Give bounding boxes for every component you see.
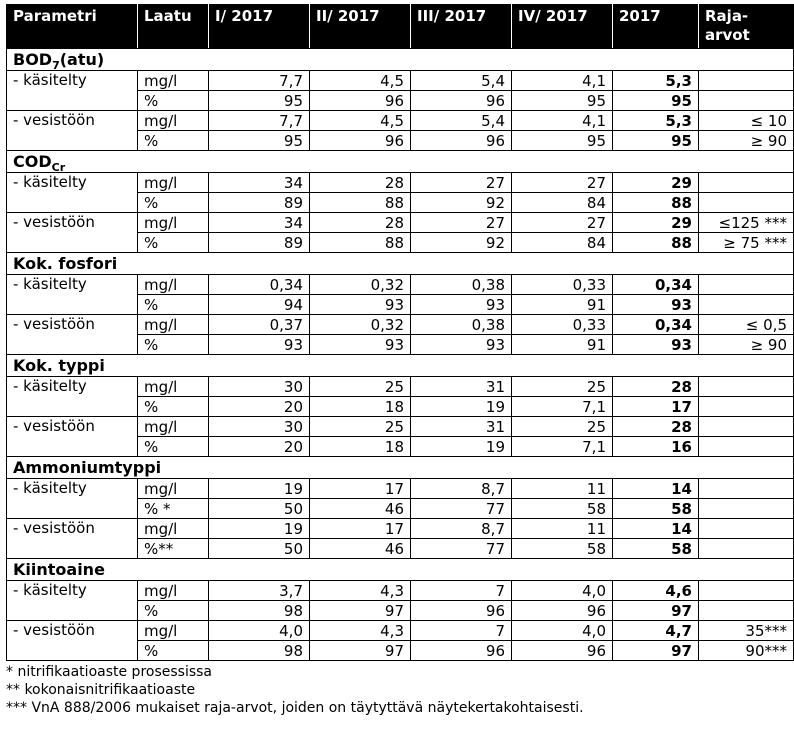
limit-value — [699, 193, 794, 213]
section-row — [7, 151, 794, 173]
q1-value: 50 — [209, 539, 310, 559]
q2-value: 96 — [310, 91, 411, 111]
row-group-label: - vesistöön — [7, 111, 138, 151]
q1-value: 19 — [209, 519, 310, 539]
q1-value: 0,37 — [209, 315, 310, 335]
section-title-subscript: Cr — [51, 160, 66, 174]
q4-value: 58 — [512, 539, 613, 559]
year-value: 29 — [613, 213, 699, 233]
table-row — [7, 71, 794, 91]
limit-value — [699, 275, 794, 295]
q2-value: 18 — [310, 397, 411, 417]
limit-value: ≤ 0,5 — [699, 315, 794, 335]
table-row — [7, 519, 794, 539]
unit-cell: mg/l — [138, 479, 209, 499]
limit-value — [699, 519, 794, 539]
year-value: 0,34 — [613, 315, 699, 335]
header-q1-label: I/ 2017 — [215, 7, 274, 25]
unit-cell: mg/l — [138, 111, 209, 131]
limit-value — [699, 581, 794, 601]
unit-cell: % — [138, 601, 209, 621]
footnote: ** kokonaisnitrifikaatioaste — [6, 682, 196, 698]
limit-value — [699, 499, 794, 519]
header-q1 — [209, 5, 310, 49]
q3-value: 92 — [411, 193, 512, 213]
q4-value: 11 — [512, 519, 613, 539]
unit-cell: mg/l — [138, 275, 209, 295]
section-title-text: BOD — [13, 49, 53, 69]
q1-value: 30 — [209, 377, 310, 397]
header-raja-label: Raja- arvot — [705, 7, 750, 44]
year-value: 0,34 — [613, 275, 699, 295]
q2-value: 17 — [310, 479, 411, 499]
row-group-label: - käsitelty — [7, 173, 138, 213]
header-row — [7, 5, 794, 49]
unit-cell: mg/l — [138, 581, 209, 601]
table-row — [7, 173, 794, 193]
section-title-text: Kok. typpi — [13, 355, 105, 375]
q4-value: 4,0 — [512, 581, 613, 601]
q1-value: 89 — [209, 233, 310, 253]
q4-value: 96 — [512, 601, 613, 621]
q3-value: 31 — [411, 377, 512, 397]
table-row — [7, 417, 794, 437]
q2-value: 4,5 — [310, 71, 411, 91]
q2-value: 88 — [310, 233, 411, 253]
limit-value: ≥ 90 — [699, 335, 794, 355]
q2-value: 4,5 — [310, 111, 411, 131]
section-title — [7, 151, 794, 173]
limit-value: ≥ 75 *** — [699, 233, 794, 253]
unit-cell: % — [138, 295, 209, 315]
year-value: 29 — [613, 173, 699, 193]
q4-value: 4,1 — [512, 111, 613, 131]
row-group-label: - käsitelty — [7, 71, 138, 111]
section-title-text: Kiintoaine — [13, 559, 105, 579]
row-group-label: - käsitelty — [7, 479, 138, 519]
q4-value: 91 — [512, 335, 613, 355]
limit-value: ≤125 *** — [699, 213, 794, 233]
section-title — [7, 457, 794, 479]
year-value: 97 — [613, 601, 699, 621]
limit-value — [699, 417, 794, 437]
header-q2-label: II/ 2017 — [316, 7, 380, 25]
unit-cell: mg/l — [138, 315, 209, 335]
q4-value: 84 — [512, 233, 613, 253]
table-row — [7, 479, 794, 499]
year-value: 4,7 — [613, 621, 699, 641]
year-value: 88 — [613, 233, 699, 253]
year-value: 28 — [613, 377, 699, 397]
unit-cell: % — [138, 131, 209, 151]
q3-value: 7 — [411, 581, 512, 601]
year-value: 17 — [613, 397, 699, 417]
section-row — [7, 355, 794, 377]
limit-value — [699, 397, 794, 417]
q1-value: 19 — [209, 479, 310, 499]
section-title — [7, 559, 794, 581]
row-group-label: - käsitelty — [7, 581, 138, 621]
q4-value: 0,33 — [512, 315, 613, 335]
q1-value: 3,7 — [209, 581, 310, 601]
limit-value — [699, 437, 794, 457]
year-value: 28 — [613, 417, 699, 437]
q2-value: 0,32 — [310, 275, 411, 295]
q2-value: 28 — [310, 213, 411, 233]
header-year: 2017 — [613, 5, 699, 49]
limit-value: 90*** — [699, 641, 794, 661]
q3-value: 8,7 — [411, 479, 512, 499]
q3-value: 5,4 — [411, 111, 512, 131]
section-title — [7, 253, 794, 275]
q3-value: 92 — [411, 233, 512, 253]
q2-value: 28 — [310, 173, 411, 193]
row-group-label: - vesistöön — [7, 417, 138, 457]
q4-value: 95 — [512, 91, 613, 111]
q1-value: 95 — [209, 91, 310, 111]
year-value: 5,3 — [613, 71, 699, 91]
year-value: 95 — [613, 91, 699, 111]
q4-value: 95 — [512, 131, 613, 151]
q1-value: 30 — [209, 417, 310, 437]
header-q2 — [310, 5, 411, 49]
q1-value: 95 — [209, 131, 310, 151]
q4-value: 27 — [512, 213, 613, 233]
section-row — [7, 49, 794, 71]
unit-cell: % — [138, 641, 209, 661]
unit-cell: % — [138, 335, 209, 355]
q1-value: 98 — [209, 641, 310, 661]
q3-value: 77 — [411, 499, 512, 519]
limit-value: ≤ 10 — [699, 111, 794, 131]
limit-value — [699, 71, 794, 91]
unit-cell: mg/l — [138, 519, 209, 539]
limit-value — [699, 91, 794, 111]
q3-value: 0,38 — [411, 275, 512, 295]
q1-value: 89 — [209, 193, 310, 213]
q2-value: 18 — [310, 437, 411, 457]
year-value: 58 — [613, 499, 699, 519]
q4-value: 4,0 — [512, 621, 613, 641]
row-group-label: - vesistöön — [7, 315, 138, 355]
q4-value: 7,1 — [512, 437, 613, 457]
header-q4-label: IV/ 2017 — [518, 7, 588, 25]
section-title — [7, 49, 794, 71]
q4-value: 91 — [512, 295, 613, 315]
year-value: 97 — [613, 641, 699, 661]
year-value: 5,3 — [613, 111, 699, 131]
q1-value: 20 — [209, 437, 310, 457]
header-q4 — [512, 5, 613, 49]
unit-cell: % — [138, 91, 209, 111]
table-row — [7, 621, 794, 641]
unit-cell: % — [138, 233, 209, 253]
results-table — [6, 4, 794, 661]
unit-cell: %** — [138, 539, 209, 559]
table-row — [7, 213, 794, 233]
q4-value: 25 — [512, 417, 613, 437]
year-value: 93 — [613, 335, 699, 355]
unit-cell: mg/l — [138, 213, 209, 233]
row-group-label: - käsitelty — [7, 275, 138, 315]
footnote: * nitrifikaatioaste prosessissa — [6, 664, 213, 680]
q2-value: 46 — [310, 539, 411, 559]
header-q3 — [411, 5, 512, 49]
header-laatu: Laatu — [138, 5, 209, 49]
q1-value: 20 — [209, 397, 310, 417]
limit-value — [699, 295, 794, 315]
q2-value: 17 — [310, 519, 411, 539]
q4-value: 25 — [512, 377, 613, 397]
q2-value: 46 — [310, 499, 411, 519]
unit-cell: % — [138, 437, 209, 457]
section-title-suffix: (atu) — [59, 49, 105, 69]
header-q3-label: III/ 2017 — [417, 7, 487, 25]
q1-value: 34 — [209, 173, 310, 193]
table-row — [7, 111, 794, 131]
unit-cell: % * — [138, 499, 209, 519]
limit-value — [699, 539, 794, 559]
q2-value: 88 — [310, 193, 411, 213]
q4-value: 96 — [512, 641, 613, 661]
q3-value: 27 — [411, 173, 512, 193]
section-row — [7, 559, 794, 581]
unit-cell: mg/l — [138, 173, 209, 193]
q1-value: 94 — [209, 295, 310, 315]
unit-cell: mg/l — [138, 417, 209, 437]
q4-value: 0,33 — [512, 275, 613, 295]
q1-value: 93 — [209, 335, 310, 355]
year-value: 93 — [613, 295, 699, 315]
q3-value: 96 — [411, 641, 512, 661]
unit-cell: mg/l — [138, 621, 209, 641]
q1-value: 0,34 — [209, 275, 310, 295]
header-raja — [699, 5, 794, 49]
q4-value: 4,1 — [512, 71, 613, 91]
q1-value: 4,0 — [209, 621, 310, 641]
results-document — [6, 4, 787, 717]
section-row — [7, 457, 794, 479]
q2-value: 25 — [310, 417, 411, 437]
table-row — [7, 275, 794, 295]
footnote: *** VnA 888/2006 mukaiset raja-arvot, joiden on täytyttävä näytekertakohtaisesti. — [6, 700, 584, 716]
row-group-label: - vesistöön — [7, 519, 138, 559]
unit-cell: mg/l — [138, 71, 209, 91]
table-row — [7, 581, 794, 601]
limit-value — [699, 479, 794, 499]
q4-value: 84 — [512, 193, 613, 213]
q3-value: 77 — [411, 539, 512, 559]
section-title-text: COD — [13, 151, 52, 171]
q2-value: 4,3 — [310, 581, 411, 601]
q4-value: 27 — [512, 173, 613, 193]
q1-value: 7,7 — [209, 111, 310, 131]
q4-value: 58 — [512, 499, 613, 519]
q2-value: 25 — [310, 377, 411, 397]
q3-value: 19 — [411, 397, 512, 417]
year-value: 4,6 — [613, 581, 699, 601]
q2-value: 0,32 — [310, 315, 411, 335]
q3-value: 19 — [411, 437, 512, 457]
q3-value: 5,4 — [411, 71, 512, 91]
q3-value: 96 — [411, 91, 512, 111]
year-value: 14 — [613, 519, 699, 539]
year-value: 14 — [613, 479, 699, 499]
section-title-text: Ammoniumtyppi — [13, 457, 162, 477]
limit-value — [699, 173, 794, 193]
q4-value: 11 — [512, 479, 613, 499]
section-row — [7, 253, 794, 275]
q3-value: 8,7 — [411, 519, 512, 539]
unit-cell: % — [138, 397, 209, 417]
q3-value: 93 — [411, 295, 512, 315]
q1-value: 98 — [209, 601, 310, 621]
q3-value: 0,38 — [411, 315, 512, 335]
q2-value: 93 — [310, 335, 411, 355]
q3-value: 96 — [411, 131, 512, 151]
unit-cell: mg/l — [138, 377, 209, 397]
q1-value: 34 — [209, 213, 310, 233]
q4-value: 7,1 — [512, 397, 613, 417]
header-parametri: Parametri — [7, 5, 138, 49]
q1-value: 7,7 — [209, 71, 310, 91]
row-group-label: - vesistöön — [7, 621, 138, 661]
q3-value: 27 — [411, 213, 512, 233]
row-group-label: - vesistöön — [7, 213, 138, 253]
q3-value: 96 — [411, 601, 512, 621]
table-row — [7, 377, 794, 397]
limit-value: 35*** — [699, 621, 794, 641]
q3-value: 31 — [411, 417, 512, 437]
limit-value — [699, 601, 794, 621]
q2-value: 97 — [310, 641, 411, 661]
limit-value — [699, 377, 794, 397]
unit-cell: % — [138, 193, 209, 213]
q2-value: 97 — [310, 601, 411, 621]
section-title-text: Kok. fosfori — [13, 253, 118, 273]
q3-value: 7 — [411, 621, 512, 641]
q2-value: 96 — [310, 131, 411, 151]
table-body — [7, 49, 794, 661]
limit-value: ≥ 90 — [699, 131, 794, 151]
footnotes — [6, 663, 776, 717]
q2-value: 93 — [310, 295, 411, 315]
table-row — [7, 315, 794, 335]
q3-value: 93 — [411, 335, 512, 355]
row-group-label: - käsitelty — [7, 377, 138, 417]
year-value: 58 — [613, 539, 699, 559]
q2-value: 4,3 — [310, 621, 411, 641]
q1-value: 50 — [209, 499, 310, 519]
year-value: 88 — [613, 193, 699, 213]
year-value: 16 — [613, 437, 699, 457]
section-title — [7, 355, 794, 377]
year-value: 95 — [613, 131, 699, 151]
section-title-subscript: 7 — [52, 58, 60, 72]
